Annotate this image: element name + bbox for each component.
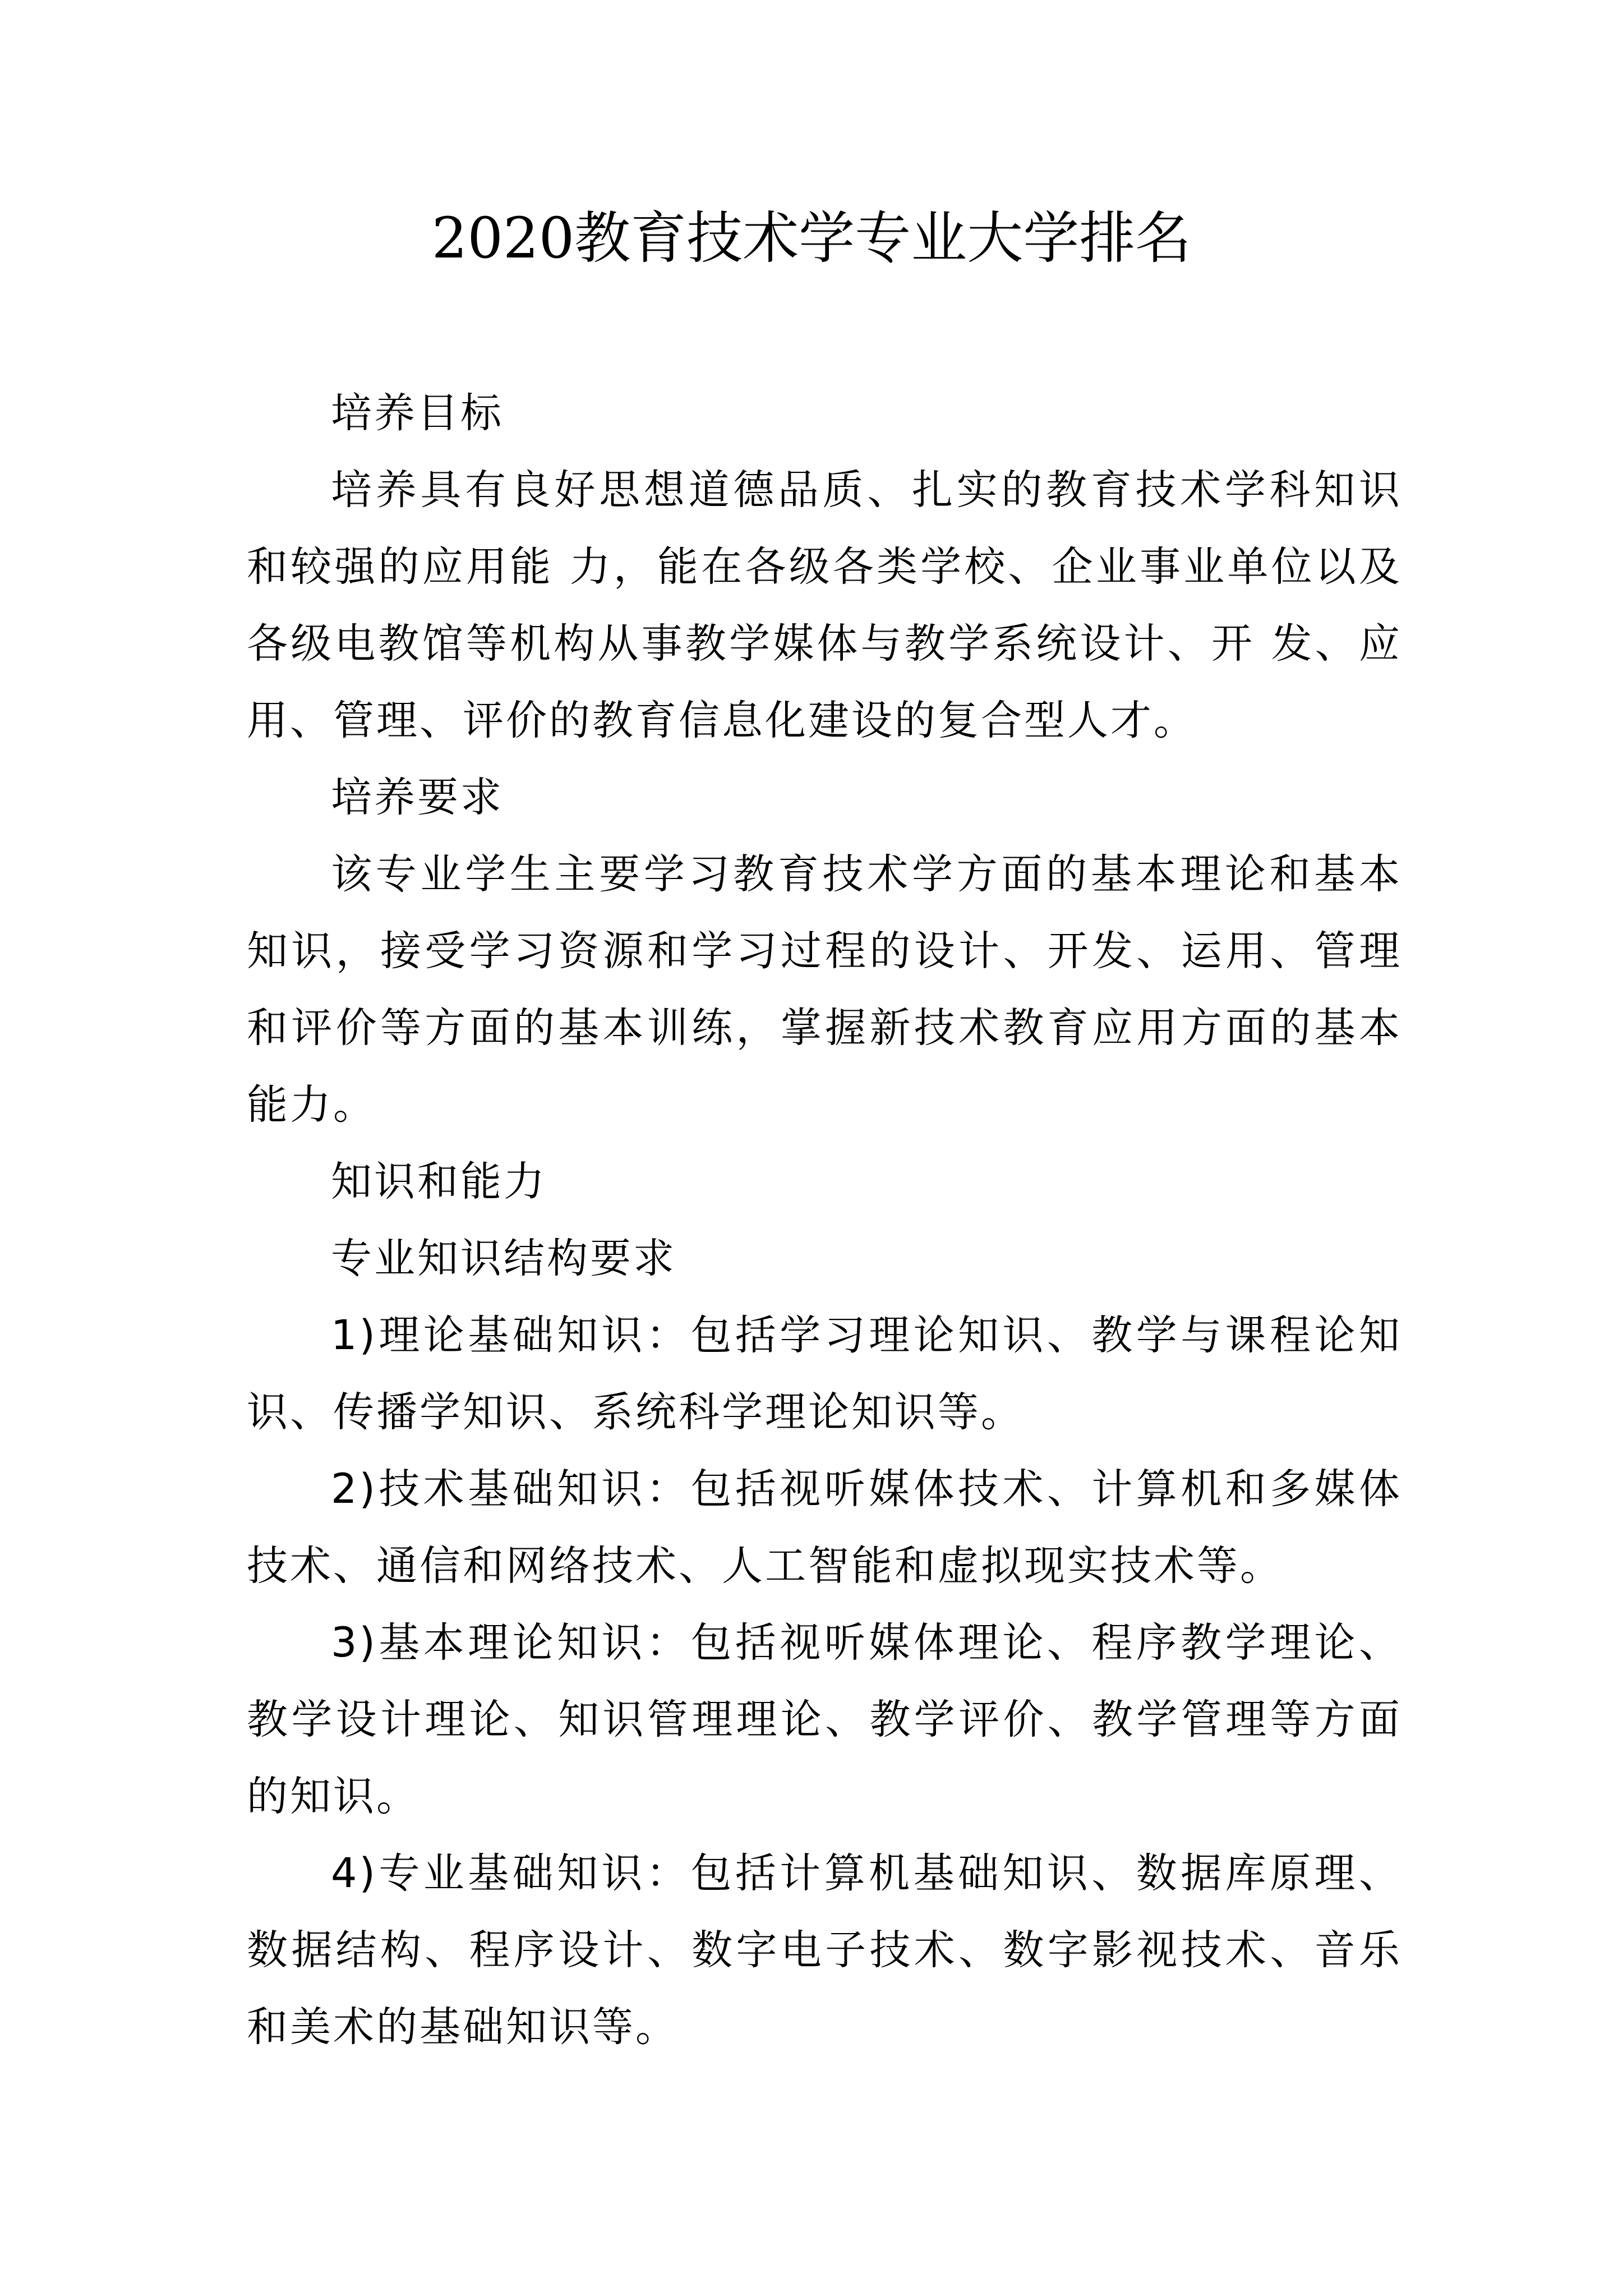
section-heading-training-requirements: 培养要求 <box>331 774 504 821</box>
document-body <box>247 375 1402 2065</box>
section-heading-knowledge-structure: 专业知识结构要求 <box>331 1235 676 1282</box>
document-title: 2020教育技术学专业大学排名 <box>431 205 1192 271</box>
paragraph-training-requirements: 该专业学生主要学习教育技术学方面的基本理论和基本知识，接受学习资源和学习过程的设计、开发、运用、管理和评价等方面的基本训练，掌握新技术教育应用方面的基本能力。 <box>247 850 1402 1129</box>
paragraph-training-goal: 培养具有良好思想道德品质、扎实的教育技术学科知识和较强的应用能 力，能在各级各类学校、企业事业单位以及各级电教馆等机构从事教学媒体与教学系统设计、开 发、应用、管理、评价的教育信息化建设的复合型人才。 <box>247 466 1402 744</box>
list-item-basic-theory: 3)基本理论知识：包括视听媒体理论、程序教学理论、教学设计理论、知识管理理论、教学评价、教学管理等方面的知识。 <box>247 1619 1402 1820</box>
list-item-professional-foundation: 4)专业基础知识：包括计算机基础知识、数据库原理、数据结构、程序设计、数字电子技术、数字影视技术、音乐和美术的基础知识等。 <box>247 1849 1402 2051</box>
section-heading-knowledge-ability: 知识和能力 <box>331 1158 547 1205</box>
section-heading-training-goal: 培养目标 <box>331 389 504 437</box>
list-item-theory-foundation: 1)理论基础知识：包括学习理论知识、教学与课程论知识、传播学知识、系统科学理论知识等。 <box>247 1312 1402 1436</box>
list-item-technical-foundation: 2)技术基础知识：包括视听媒体技术、计算机和多媒体技术、通信和网络技术、人工智能和虚拟现实技术等。 <box>247 1465 1402 1590</box>
